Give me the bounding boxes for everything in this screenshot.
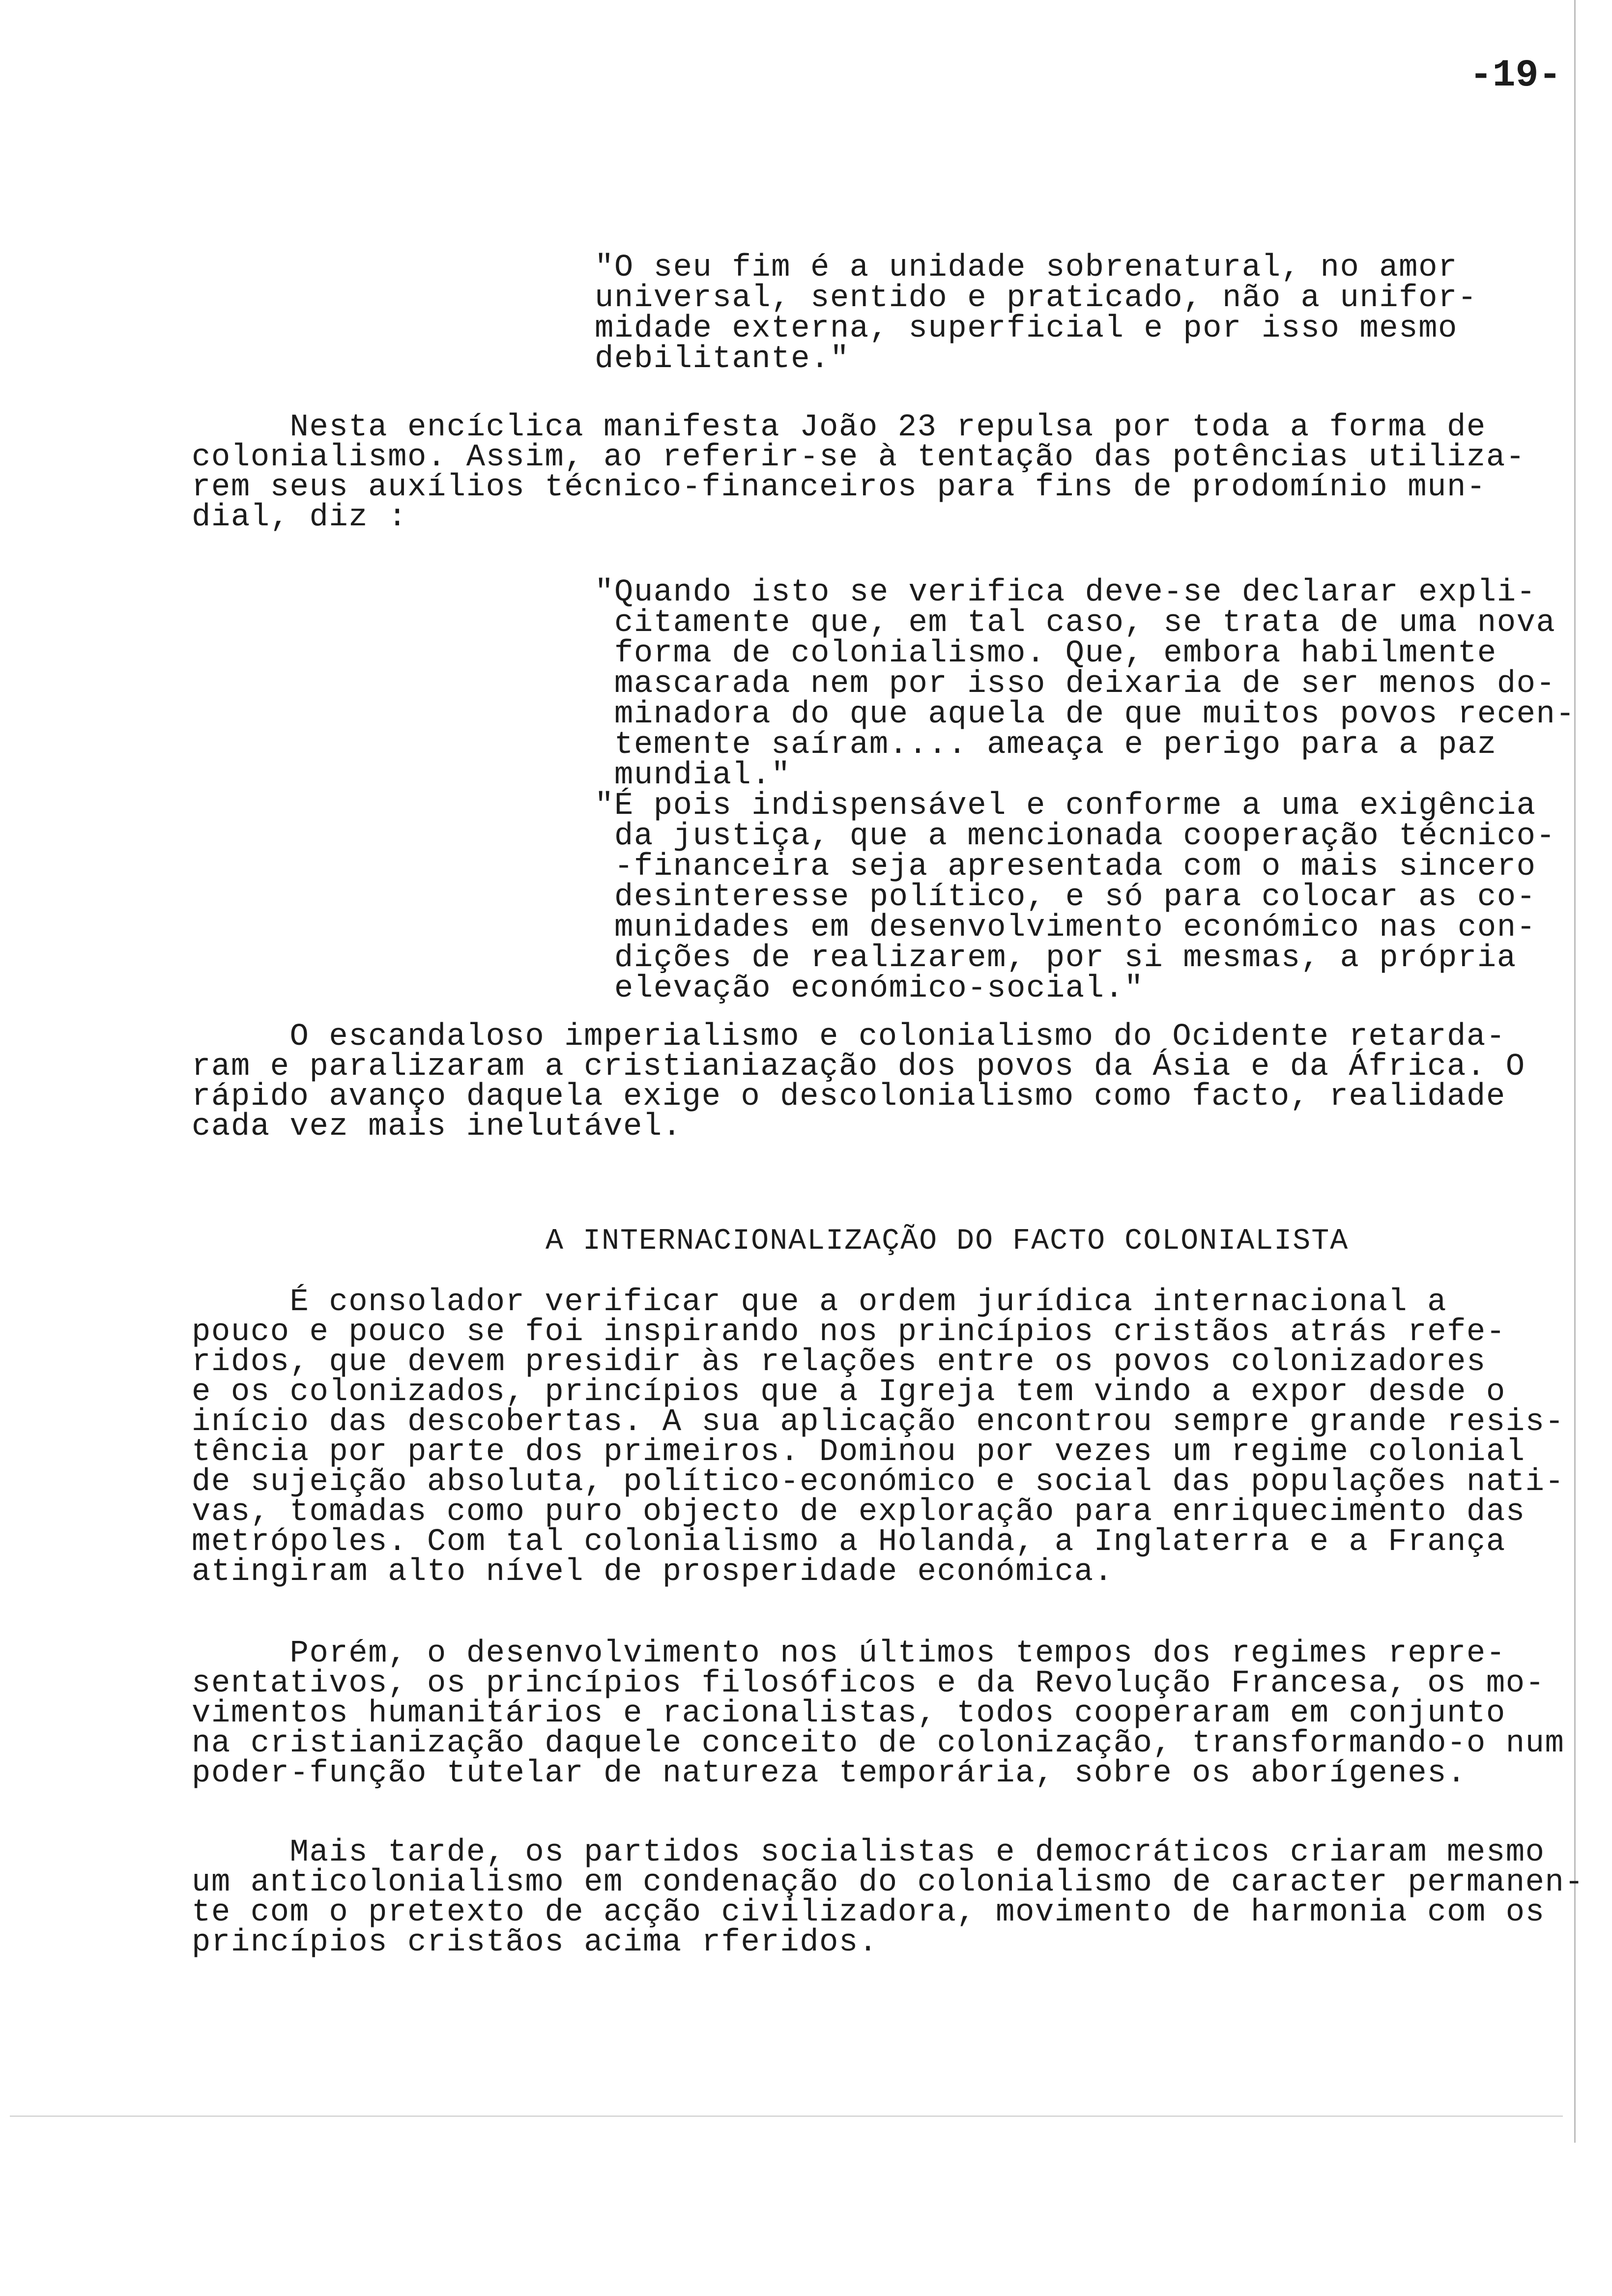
quote-line: dições de realizarem, por si mesmas, a própria — [595, 941, 1517, 976]
text-line: um anticolonialismo em condenação do colonialismo de caracter permanen- — [192, 1865, 1584, 1900]
paragraph-legal-order — [192, 1285, 1565, 1590]
quote-line: mundial." — [595, 758, 791, 793]
text-line: vas, tomadas como puro objecto de exploração para enriquecimento das — [192, 1494, 1526, 1530]
quote-line: citamente que, em tal caso, se trata de uma nova — [595, 605, 1556, 641]
quote-line: "Quando isto se verifica deve-se declarar expli- — [595, 575, 1536, 610]
quote-line: temente saíram.... ameaça e perigo para a paz — [595, 727, 1497, 763]
text-line: ridos, que devem presidir às relações entre os povos colonizadores — [192, 1345, 1486, 1380]
text-line: início das descobertas. A sua aplicação encontrou sempre grande resis- — [192, 1405, 1565, 1440]
margin-rule — [1574, 0, 1576, 2143]
text-line: vimentos humanitários e racionalistas, todos cooperaram em conjunto — [192, 1696, 1506, 1731]
text-line: poder-função tutelar de natureza temporária, sobre os aborígenes. — [192, 1756, 1467, 1791]
quote-line: munidades em desenvolvimento económico nas con- — [595, 910, 1536, 946]
quote-line: desinteresse político, e só para colocar as co- — [595, 880, 1536, 915]
section-heading: A INTERNACIONALIZAÇÃO DO FACTO COLONIALISTA — [546, 1225, 1349, 1258]
text-line: sentativos, os princípios filosóficos e da Revolução Francesa, os mo- — [192, 1666, 1545, 1701]
text-line: Porém, o desenvolvimento nos últimos tempos dos regimes repre- — [192, 1636, 1506, 1671]
quote-colonialism — [595, 577, 1575, 1004]
quote-line: elevação económico-social." — [595, 971, 1144, 1006]
quote-line: "O seu fim é a unidade sobrenatural, no amor — [595, 250, 1458, 286]
quote-line: da justiça, que a mencionada cooperação técnico- — [595, 819, 1556, 854]
quote-line: "É pois indispensável e conforme a uma exigência — [595, 788, 1536, 824]
quote-line: -financeira seja apresentada com o mais sincero — [595, 849, 1536, 885]
paragraph-encyclical — [192, 410, 1526, 535]
text-line: de sujeição absoluta, político-económico e social das populações nati- — [192, 1464, 1565, 1500]
bottom-rule — [10, 2116, 1563, 2117]
text-line: rápido avanço daquela exige o descolonialismo como facto, realidade — [192, 1079, 1506, 1115]
text-line: cada vez mais inelutável. — [192, 1109, 682, 1145]
text-line: Mais tarde, os partidos socialistas e democráticos criaram mesmo — [192, 1835, 1545, 1870]
text-line: metrópoles. Com tal colonialismo a Holanda, a Inglaterra e a França — [192, 1524, 1506, 1560]
text-line: te com o pretexto de acção civilizadora, movimento de harmonia com os — [192, 1895, 1545, 1930]
text-line: rem seus auxílios técnico-financeiros para fins de prodomínio mun- — [192, 470, 1486, 505]
text-line: tência por parte dos primeiros. Dominou por vezes um regime colonial — [192, 1435, 1526, 1470]
quote-unity — [595, 250, 1477, 377]
text-line: princípios cristãos acima rferidos. — [192, 1925, 878, 1960]
quote-line: minadora do que aquela de que muitos povos recen- — [595, 697, 1576, 732]
text-line: dial, diz : — [192, 500, 407, 535]
paragraph-anticolonialism — [192, 1835, 1584, 1960]
text-line: Nesta encíclica manifesta João 23 repulsa por toda a forma de — [192, 410, 1486, 445]
text-line: na cristianização daquele conceito de colonização, transformando-o num — [192, 1726, 1565, 1761]
paragraph-imperialism — [192, 1019, 1526, 1145]
text-line: pouco e pouco se foi inspirando nos princípios cristãos atrás refe- — [192, 1315, 1506, 1350]
text-line: O escandaloso imperialismo e colonialismo do Ocidente retarda- — [192, 1019, 1506, 1055]
quote-line: universal, sentido e praticado, não a unifor- — [595, 281, 1477, 316]
quote-line: forma de colonialismo. Que, embora habilmente — [595, 636, 1497, 671]
text-line: É consolador verificar que a ordem jurídica internacional a — [192, 1285, 1447, 1320]
paragraph-development — [192, 1636, 1565, 1791]
text-line: atingiram alto nível de prosperidade económica. — [192, 1554, 1114, 1590]
text-line: e os colonizados, princípios que a Igreja tem vindo a expor desde o — [192, 1375, 1506, 1410]
quote-line: debilitante." — [595, 342, 850, 377]
quote-line: mascarada nem por isso deixaria de ser menos do- — [595, 666, 1556, 702]
text-line: ram e paralizaram a cristianiazação dos povos da Ásia e da África. O — [192, 1049, 1526, 1085]
text-line: colonialismo. Assim, ao referir-se à tentação das potências utiliza- — [192, 440, 1526, 475]
page-number: -19- — [1469, 54, 1562, 97]
quote-line: midade externa, superficial e por isso mesmo — [595, 311, 1458, 346]
